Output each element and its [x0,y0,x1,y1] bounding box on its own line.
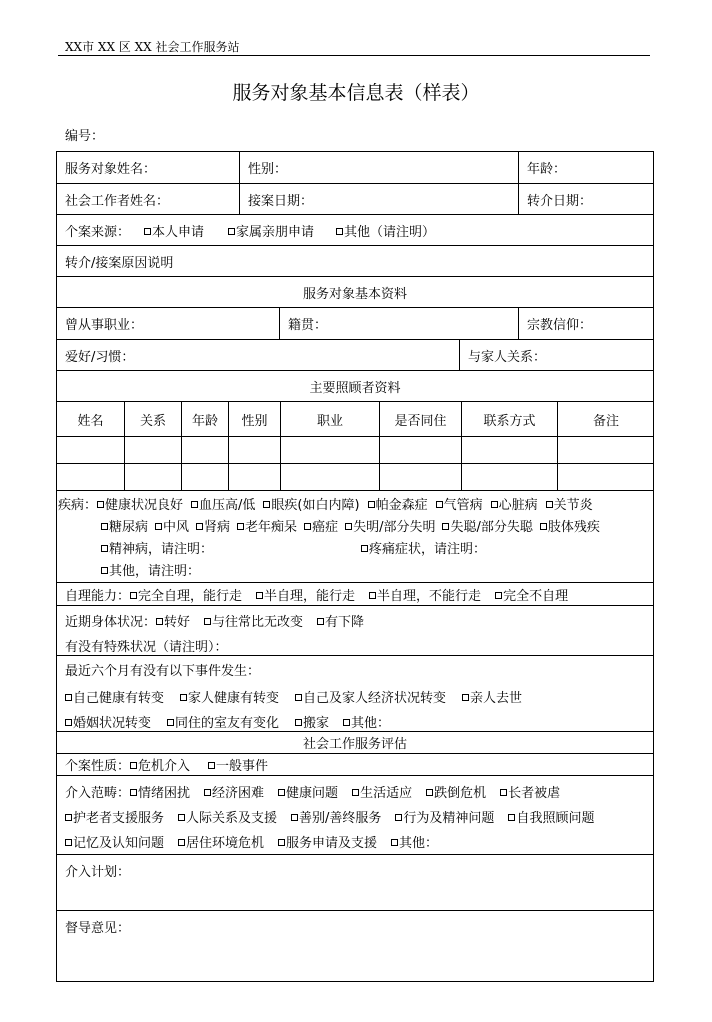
row-profile-title [57,277,653,308]
checkbox-icon[interactable] [101,523,108,530]
checkbox-icon[interactable] [130,592,137,599]
checkbox-icon[interactable] [178,814,185,821]
caregiver-col-header: 关系 [124,402,181,436]
caregiver-cell[interactable] [557,464,654,490]
organization-name: XX市 XX 区 XX 社会工作服务站 [65,40,240,54]
info-form-table [56,151,654,982]
caregiver-cell[interactable] [280,437,379,463]
disease-option[interactable]: 癌症 [304,520,338,535]
caregiver-cell[interactable] [181,437,228,463]
caregiver-cell[interactable] [124,437,181,463]
event-option[interactable]: 自己健康有转变 [65,691,164,706]
caregiver-cell[interactable] [124,464,181,490]
caregiver-cell[interactable] [57,437,124,463]
disease-line-1 [58,494,593,513]
selfcare-label: 自理能力： [65,588,131,604]
checkbox-icon[interactable] [442,523,449,530]
scope-line-2 [65,807,604,826]
checkbox-icon[interactable] [156,618,163,625]
row-supervision [57,911,653,981]
events-line-1 [65,687,532,706]
checkbox-icon[interactable] [228,228,235,235]
disease-option[interactable]: 失聪/部分失聪 [442,520,532,535]
checkbox-icon[interactable] [391,839,398,846]
nature-option[interactable]: 危机介入 [130,755,190,774]
checkbox-icon[interactable] [345,523,352,530]
caregiver-col-header: 姓名 [77,413,104,429]
caregiver-cell[interactable] [228,437,280,463]
case-source-label: 个案来源： [65,224,131,240]
disease-option-mental[interactable]: 精神病，请注明： [101,538,213,557]
checkbox-icon[interactable] [495,592,502,599]
caregiver-col-header: 性别 [228,402,280,436]
checkbox-icon[interactable] [208,762,215,769]
source-option-other[interactable]: 其他（请注明） [336,221,435,240]
events-label: 最近六个月有没有以下事件发生： [65,664,261,679]
caregiver-col-header: 年龄 [181,402,228,436]
checkbox-icon[interactable] [65,694,72,701]
row-case-source [57,215,653,246]
special-condition-field[interactable]: 有没有特殊状况（请注明）： [65,640,228,655]
caregiver-header-row [57,402,653,437]
checkbox-icon[interactable] [278,839,285,846]
row-plan [57,855,653,911]
disease-option[interactable]: 帕金森症 [368,498,428,513]
scope-option[interactable]: 生活适应 [352,786,412,801]
scope-line-1 [65,782,570,801]
event-option[interactable]: 亲人去世 [462,691,522,706]
checkbox-icon[interactable] [491,501,498,508]
disease-option[interactable]: 健康状况良好 [97,498,183,513]
selfcare-option[interactable]: 半自理，能行走 [256,585,355,604]
checkbox-icon[interactable] [336,228,343,235]
scope-option[interactable]: 善别/善终服务 [291,811,381,826]
scope-option[interactable]: 自我照顾问题 [508,811,594,826]
disease-option-other[interactable]: 其他，请注明： [101,560,200,579]
worker-name-field[interactable]: 社会工作者姓名： [65,193,170,209]
checkbox-icon[interactable] [540,523,547,530]
selfcare-option[interactable]: 完全不自理 [495,585,568,604]
disease-option[interactable]: 心脏病 [491,498,538,513]
scope-option[interactable]: 服务申请及支援 [278,836,377,851]
client-name-field[interactable]: 服务对象姓名： [65,162,157,177]
checkbox-icon[interactable] [65,719,72,726]
checkbox-icon[interactable] [237,523,244,530]
caregiver-cell[interactable] [379,437,461,463]
row-recent [57,606,653,656]
disease-option[interactable]: 血压高/低 [191,498,255,513]
assessment-section-title: 社会工作服务评估 [302,737,407,752]
checkbox-icon[interactable] [295,694,302,701]
checkbox-icon[interactable] [291,814,298,821]
recent-option[interactable]: 转好 [156,615,190,630]
checkbox-icon[interactable] [65,839,72,846]
caregiver-cell[interactable] [181,464,228,490]
selfcare [57,583,653,605]
event-option[interactable]: 搬家 [295,716,329,731]
row-selfcare [57,583,653,606]
age-field[interactable]: 年龄： [518,152,654,183]
disease-label: 疾病： [58,498,98,513]
recent-option[interactable]: 与往常比无改变 [204,615,303,630]
checkbox-icon[interactable] [278,789,285,796]
checkbox-icon[interactable] [343,719,350,726]
checkbox-icon[interactable] [546,501,553,508]
checkbox-icon[interactable] [352,789,359,796]
checkbox-icon[interactable] [256,592,263,599]
checkbox-icon[interactable] [155,523,162,530]
checkbox-icon[interactable] [368,501,375,508]
caregiver-cell[interactable] [228,464,280,490]
caregiver-cell[interactable] [280,464,379,490]
intake-date-field[interactable]: 接案日期： [239,184,518,214]
checkbox-icon[interactable] [191,501,198,508]
checkbox-icon[interactable] [196,523,203,530]
checkbox-icon[interactable] [426,789,433,796]
table-row [57,464,653,491]
checkbox-icon[interactable] [178,839,185,846]
row-intervention-scope [57,776,653,855]
checkbox-icon[interactable] [508,814,515,821]
caregiver-col-header: 联系方式 [461,402,557,436]
row-referral-reason [57,246,653,277]
scope-option[interactable]: 健康问题 [278,786,338,801]
selfcare-option[interactable]: 完全自理，能行走 [130,585,242,604]
disease-option[interactable]: 关节炎 [546,498,593,513]
row-case-nature [57,754,653,776]
checkbox-icon[interactable] [101,545,108,552]
intervention-plan-field[interactable]: 介入计划： [65,865,131,880]
caregiver-cell[interactable] [57,464,124,490]
checkbox-icon[interactable] [462,694,469,701]
scope-option[interactable]: 人际关系及支援 [178,811,277,826]
scope-option[interactable]: 经济困难 [204,786,264,801]
row-occupation [57,308,653,340]
disease-option[interactable]: 糖尿病 [101,520,148,535]
case-nature-label: 个案性质： [65,759,131,774]
checkbox-icon[interactable] [130,789,137,796]
scope-option[interactable]: 情绪困扰 [130,786,190,801]
checkbox-icon[interactable] [263,501,270,508]
checkbox-icon[interactable] [204,618,211,625]
recent-label: 近期身体状况： [65,615,157,630]
event-option[interactable]: 自己及家人经济状况转变 [295,691,446,706]
disease-option[interactable]: 老年痴呆 [237,520,297,535]
caregiver-section-title: 主要照顾者资料 [309,380,401,396]
caregiver-cell[interactable] [461,464,557,490]
disease-option[interactable]: 肾病 [196,520,230,535]
scope-option[interactable]: 行为及精神问题 [395,811,494,826]
caregiver-col-header: 备注 [557,402,654,436]
disease-option[interactable]: 肢体残疾 [540,520,600,535]
case-source [57,215,653,245]
checkbox-icon[interactable] [317,618,324,625]
row-hobbies [57,340,653,371]
checkbox-icon[interactable] [167,719,174,726]
checkbox-icon[interactable] [97,501,104,508]
checkbox-icon[interactable] [204,789,211,796]
table-row [57,437,653,464]
scope-option[interactable]: 居住环境危机 [178,836,264,851]
scope-option[interactable]: 护老者支援服务 [65,811,164,826]
hobbies-field[interactable]: 爱好/习惯： [65,349,135,365]
checkbox-icon[interactable] [395,814,402,821]
caregiver-cell[interactable] [379,464,461,490]
checkbox-icon[interactable] [369,592,376,599]
disease-line-2 [101,516,600,535]
disease-option[interactable]: 失明/部分失明 [345,520,435,535]
religion-field[interactable]: 宗教信仰： [518,308,654,339]
checkbox-icon[interactable] [436,501,443,508]
scope-option[interactable]: 记忆及认知问题 [65,836,164,851]
hometown-field[interactable]: 籍贯： [279,308,518,339]
checkbox-icon[interactable] [295,719,302,726]
row-worker [57,184,653,215]
row-client-basic [57,152,653,184]
disease-option[interactable]: 中风 [155,520,189,535]
caregiver-col-header: 是否同住 [379,402,461,436]
caregiver-cell[interactable] [461,437,557,463]
events-line-2 [65,712,400,731]
row-events [57,656,653,732]
source-option-family[interactable]: 家属亲朋申请 [228,221,314,240]
checkbox-icon[interactable] [180,694,187,701]
checkbox-icon[interactable] [500,789,507,796]
disease-option-pain[interactable]: 疼痛症状，请注明： [361,538,486,557]
scope-option[interactable]: 跌倒危机 [426,786,486,801]
source-option-self[interactable]: 本人申请 [144,221,204,240]
referral-reason-field[interactable]: 转介/接案原因说明 [65,255,174,271]
row-disease [57,491,653,583]
family-relation-field[interactable]: 与家人关系： [459,340,654,370]
header-rule [58,55,650,56]
nature-option[interactable]: 一般事件 [208,755,268,774]
checkbox-icon[interactable] [101,567,108,574]
supervision-field[interactable]: 督导意见： [65,921,131,936]
occupation-field[interactable]: 曾从事职业： [65,318,144,333]
checkbox-icon[interactable] [130,762,137,769]
recent-option[interactable]: 有下降 [317,615,364,630]
event-option[interactable]: 同住的室友有变化 [167,716,279,731]
selfcare-option[interactable]: 半自理，不能行走 [369,585,481,604]
caregiver-cell[interactable] [557,437,654,463]
checkbox-icon[interactable] [304,523,311,530]
event-option[interactable]: 婚姻状况转变 [65,716,151,731]
event-option[interactable]: 其他： [343,716,390,731]
case-nature [57,754,653,775]
event-option[interactable]: 家人健康有转变 [180,691,279,706]
checkbox-icon[interactable] [144,228,151,235]
disease-option[interactable]: 眼疾(如白内障) [263,498,359,513]
profile-section-title: 服务对象基本资料 [302,286,407,302]
checkbox-icon[interactable] [65,814,72,821]
scope-option[interactable]: 其他： [391,836,438,851]
row-assessment-title [57,732,653,754]
disease-option[interactable]: 气管病 [436,498,483,513]
serial-number-label: 编号： [65,129,105,144]
referral-date-field[interactable]: 转介日期： [518,184,654,214]
row-caregiver-title [57,371,653,402]
scope-line-3 [65,832,448,851]
gender-field[interactable]: 性别： [239,152,518,183]
caregiver-col-header: 职业 [280,402,379,436]
recent-condition [65,611,374,630]
checkbox-icon[interactable] [361,545,368,552]
scope-option[interactable]: 长者被虐 [500,786,560,801]
scope-label: 介入范畴： [65,786,131,801]
form-title: 服务对象基本信息表（样表） [232,82,480,104]
